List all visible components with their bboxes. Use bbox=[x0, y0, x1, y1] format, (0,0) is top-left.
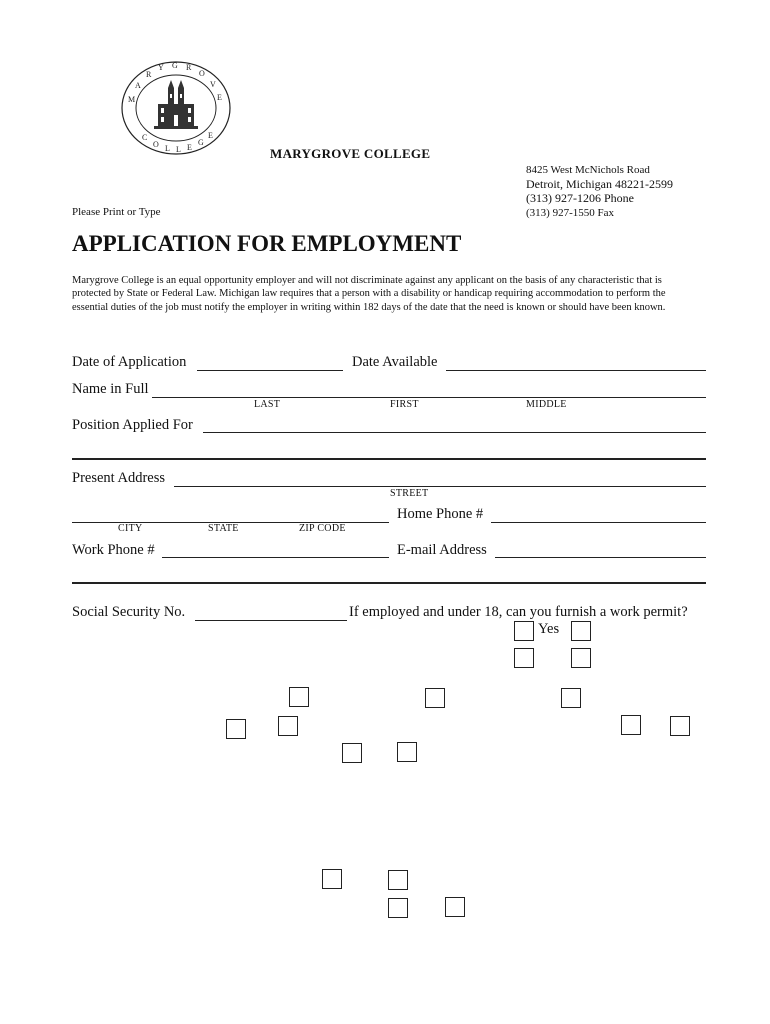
social-security-field[interactable] bbox=[195, 620, 347, 621]
svg-text:O: O bbox=[199, 69, 205, 78]
name-in-full-field[interactable] bbox=[152, 397, 706, 398]
checkbox[interactable] bbox=[514, 648, 534, 668]
present-address-field[interactable] bbox=[174, 486, 706, 487]
name-in-full-label: Name in Full bbox=[72, 381, 149, 397]
city-caption: CITY bbox=[118, 523, 143, 534]
name-first-caption: FIRST bbox=[390, 399, 419, 410]
address-city: Detroit, Michigan 48221-2599 bbox=[526, 177, 673, 191]
svg-text:R: R bbox=[186, 63, 192, 72]
address-fax: (313) 927-1550 Fax bbox=[526, 207, 614, 219]
checkbox[interactable] bbox=[571, 648, 591, 668]
svg-text:C: C bbox=[142, 133, 148, 142]
svg-text:M: M bbox=[128, 95, 136, 104]
svg-text:V: V bbox=[210, 80, 216, 89]
address-phone: (313) 927-1206 Phone bbox=[526, 191, 634, 205]
email-address-label: E-mail Address bbox=[397, 542, 487, 558]
svg-text:Y: Y bbox=[158, 63, 164, 72]
work-permit-question: If employed and under 18, can you furnish a work permit? bbox=[349, 604, 688, 620]
college-name: MARYGROVE COLLEGE bbox=[270, 146, 431, 161]
svg-text:L: L bbox=[165, 144, 170, 153]
zip-code-caption: ZIP CODE bbox=[299, 523, 346, 534]
checkbox[interactable] bbox=[561, 688, 581, 708]
work-permit-no-checkbox[interactable] bbox=[571, 621, 591, 641]
checkbox[interactable] bbox=[397, 742, 417, 762]
form-title: APPLICATION FOR EMPLOYMENT bbox=[72, 231, 462, 256]
work-phone-field[interactable] bbox=[162, 557, 389, 558]
checkbox[interactable] bbox=[621, 715, 641, 735]
svg-text:E: E bbox=[217, 93, 222, 102]
svg-text:A: A bbox=[135, 81, 141, 90]
yes-label: Yes bbox=[538, 621, 560, 637]
checkbox[interactable] bbox=[342, 743, 362, 763]
svg-text:R: R bbox=[146, 70, 152, 79]
date-available-label: Date Available bbox=[352, 354, 438, 370]
checkbox[interactable] bbox=[388, 870, 408, 890]
social-security-label: Social Security No. bbox=[72, 604, 186, 620]
name-middle-caption: MIDDLE bbox=[526, 399, 567, 410]
home-phone-label: Home Phone # bbox=[397, 506, 484, 522]
svg-text:G: G bbox=[172, 61, 178, 70]
checkbox[interactable] bbox=[226, 719, 246, 739]
svg-text:E: E bbox=[187, 143, 192, 152]
eeo-statement: Marygrove College is an equal opportunity employer and will not discriminate against any applicant on the basis of any characteristic that is protected by State or Federal Law. Michigan law requires that a person with a disability or handicap requiring accommodation to perform the essential duties of the job must notify the employer in writing within 182 days of the date that the need is known or should have been known. bbox=[72, 275, 666, 313]
state-caption: STATE bbox=[208, 523, 239, 534]
checkbox[interactable] bbox=[278, 716, 298, 736]
position-applied-field-line2[interactable] bbox=[72, 458, 706, 460]
date-of-application-label: Date of Application bbox=[72, 354, 187, 370]
position-applied-field[interactable] bbox=[203, 432, 706, 433]
address-street: 8425 West McNichols Road bbox=[526, 164, 650, 176]
email-address-field[interactable] bbox=[495, 557, 706, 558]
svg-text:O: O bbox=[153, 140, 159, 149]
date-available-field[interactable] bbox=[446, 370, 706, 371]
checkbox[interactable] bbox=[445, 897, 465, 917]
college-seal-logo bbox=[120, 60, 232, 156]
checkbox[interactable] bbox=[289, 687, 309, 707]
svg-text:G: G bbox=[198, 138, 204, 147]
street-caption: STREET bbox=[390, 488, 429, 499]
work-permit-yes-checkbox[interactable] bbox=[514, 621, 534, 641]
date-of-application-field[interactable] bbox=[197, 370, 343, 371]
present-address-label: Present Address bbox=[72, 470, 166, 486]
name-last-caption: LAST bbox=[254, 399, 281, 410]
checkbox[interactable] bbox=[388, 898, 408, 918]
svg-text:E: E bbox=[208, 131, 213, 140]
home-phone-field[interactable] bbox=[491, 522, 706, 523]
checkbox[interactable] bbox=[425, 688, 445, 708]
print-instruction: Please Print or Type bbox=[72, 206, 161, 218]
position-applied-label: Position Applied For bbox=[72, 417, 193, 433]
checkbox[interactable] bbox=[322, 869, 342, 889]
checkbox[interactable] bbox=[670, 716, 690, 736]
email-address-field-line2[interactable] bbox=[72, 582, 706, 584]
svg-text:L: L bbox=[176, 145, 181, 154]
work-phone-label: Work Phone # bbox=[72, 542, 155, 558]
